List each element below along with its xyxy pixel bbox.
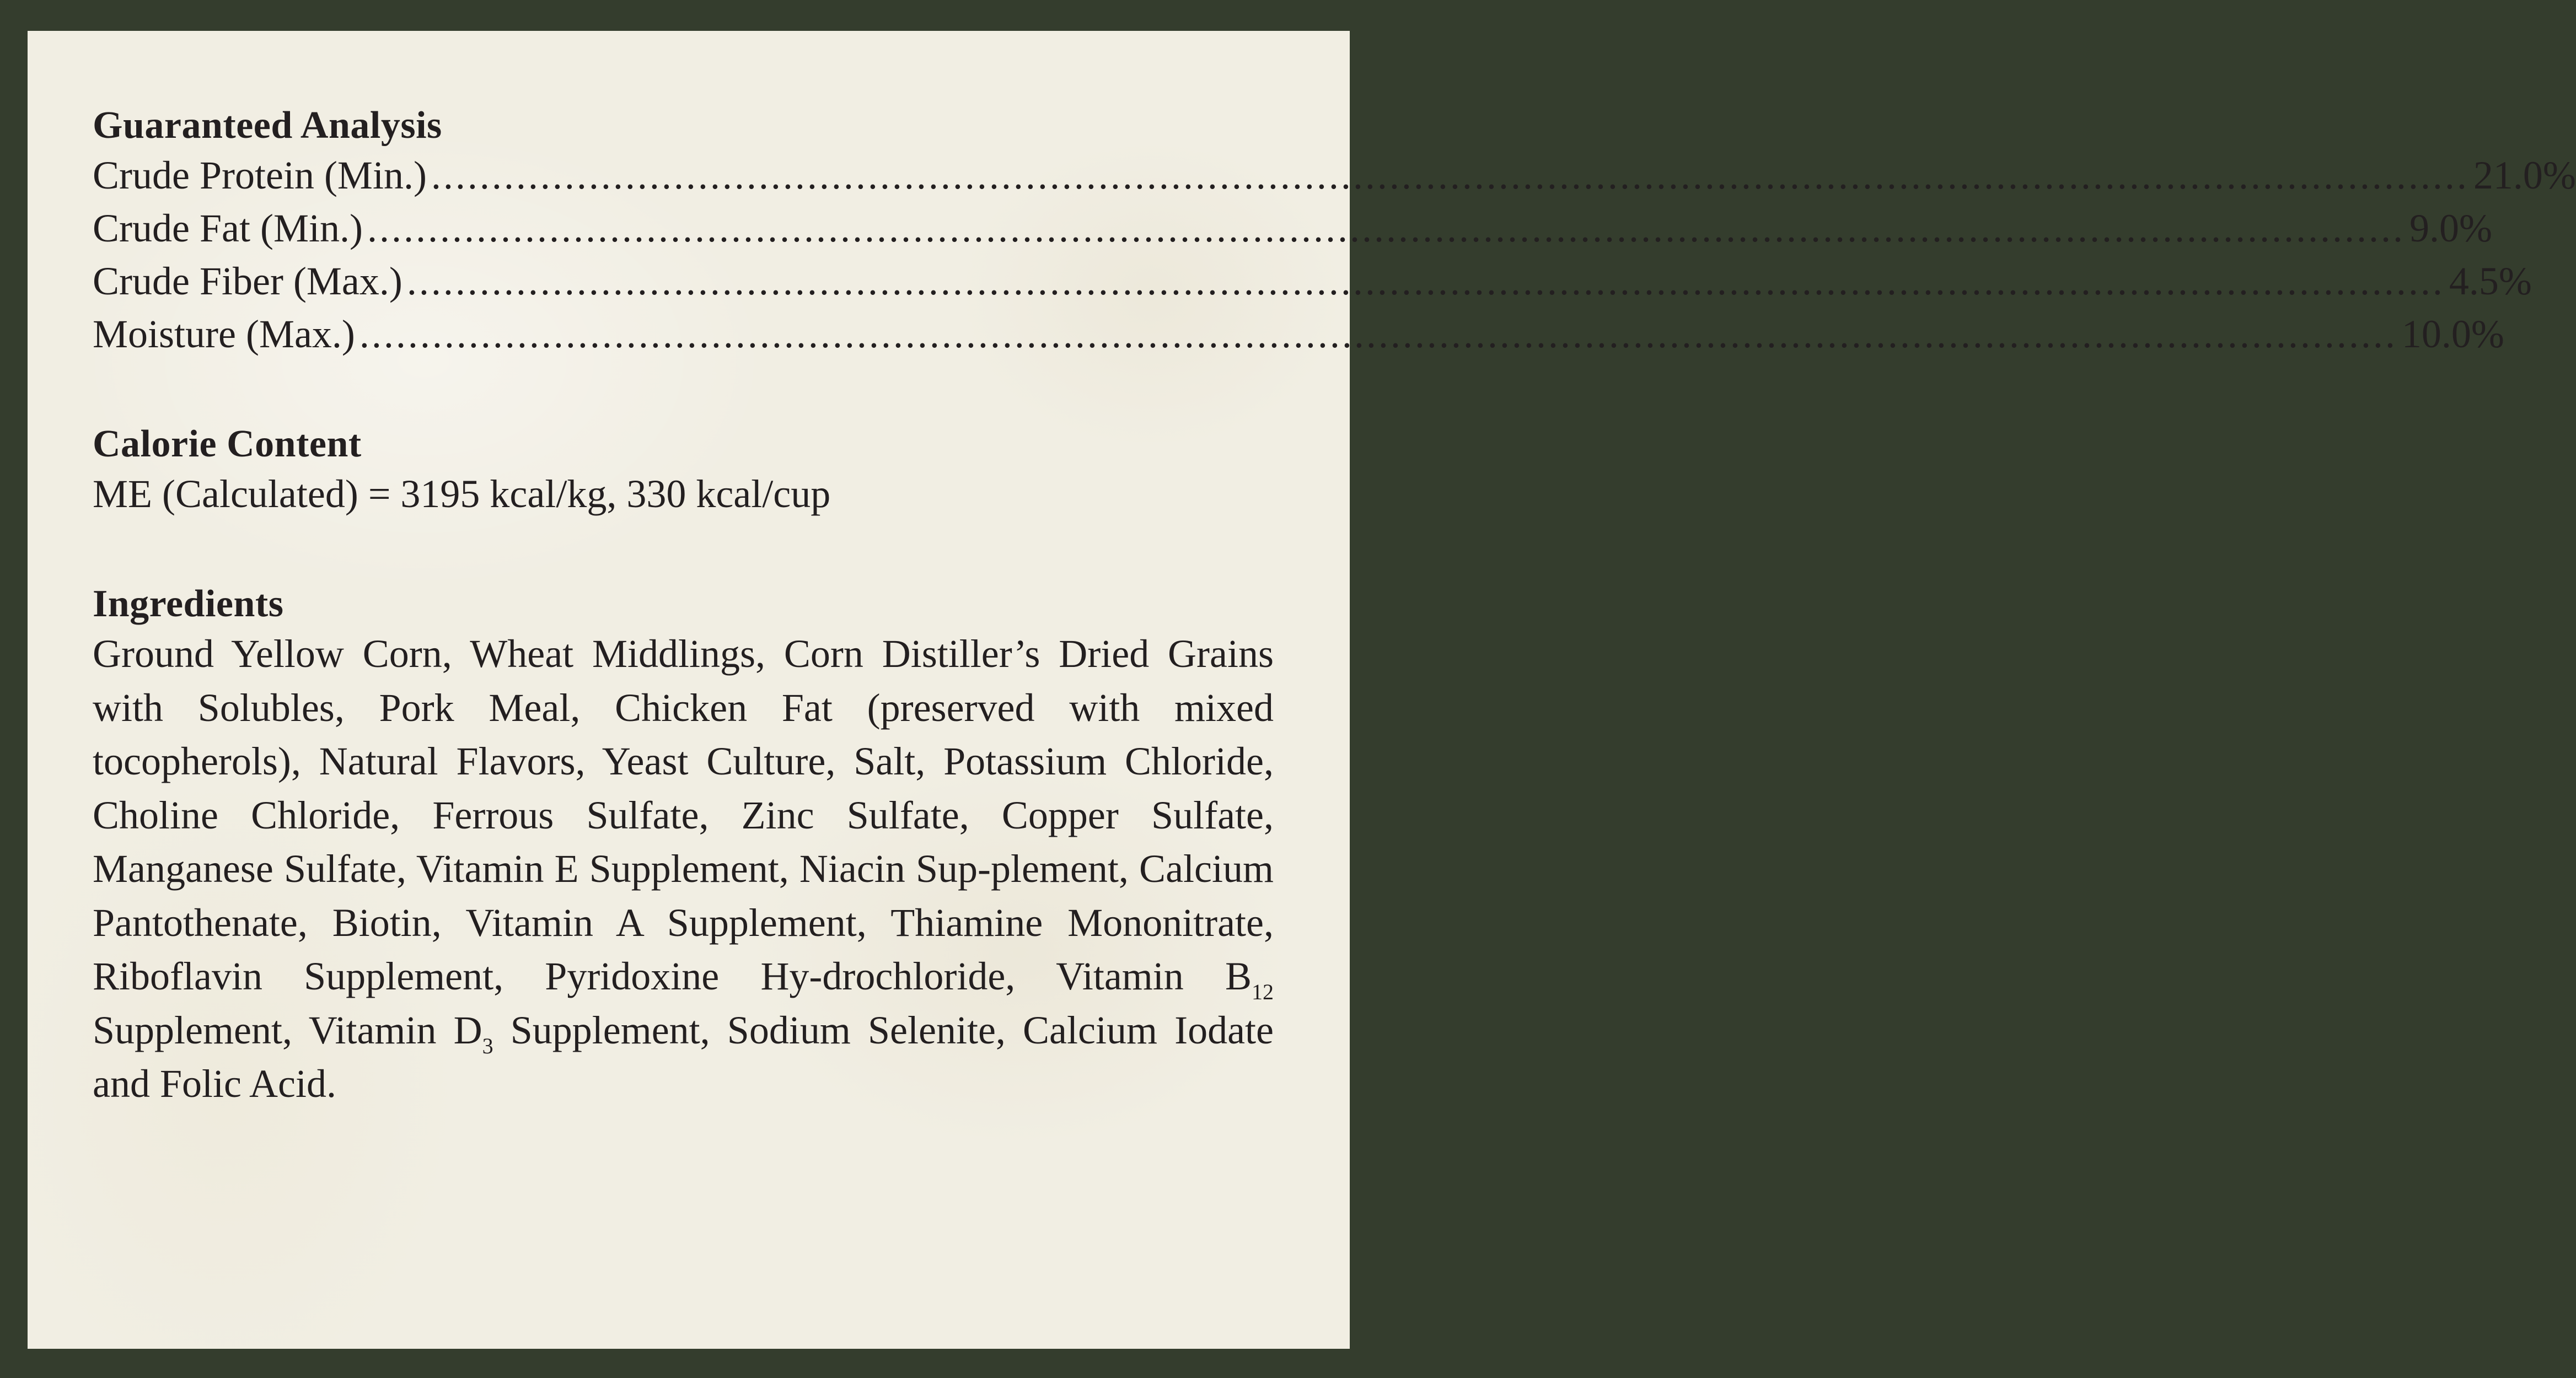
subscript-3: 3 (482, 1033, 493, 1058)
section-spacer (93, 520, 1274, 581)
label-content (93, 103, 2576, 1111)
ingredients-text-part: Supplement, Sodium Selenite, Calcium Iodate and Folic Acid. (93, 1008, 1274, 1106)
analysis-value: 9.0% (2409, 206, 2492, 250)
analysis-label: Crude Fat (Min.) (93, 206, 363, 250)
analysis-value: 4.5% (2449, 259, 2532, 303)
ingredients-text-part: Supplement, Vitamin D (93, 1008, 482, 1052)
ingredients-list (93, 627, 1274, 1111)
calorie-content-text: ME (Calculated) = 3195 kcal/kg, 330 kcal/cup (93, 472, 831, 516)
analysis-row-crude-protein (93, 149, 2576, 202)
subscript-12: 12 (1252, 979, 1274, 1004)
calorie-content-heading: Calorie Content (93, 423, 362, 465)
label-panel (28, 31, 2576, 1349)
guaranteed-analysis-heading: Guaranteed Analysis (93, 104, 442, 147)
analysis-row-crude-fiber (93, 255, 2532, 308)
ingredients-text-part: Ground Yellow Corn, Wheat Middlings, Corn Distiller’s Dried Grains with Solubles, Pork Meal, Chicken Fat (preserved with mixed tocopherols), Natural Flavors, Yeast Culture, Salt, Potassium Chloride, Choline Chloride, Ferrous Sulfate, Zinc Sulfate, Copper Sulfate, Manganese Sulfate, Vitamin E Supplement, Niacin Sup-plement, Calcium Pantothenate, Biotin, Vitamin A Supplement, Thiamine Mononitrate, Riboflavin Supplement, Pyridoxine Hy-drochloride, Vitamin B (93, 632, 1274, 998)
analysis-label: Crude Fiber (Max.) (93, 259, 402, 303)
section-spacer (93, 360, 1274, 421)
analysis-row-moisture (93, 308, 2504, 360)
analysis-label: Crude Protein (Min.) (93, 153, 427, 197)
analysis-value: 10.0% (2401, 312, 2504, 356)
dot-leader: ........................................................................................................................................................................ (367, 206, 2405, 250)
dot-leader: ........................................................................................................................................................................ (406, 259, 2445, 303)
analysis-value: 21.0% (2473, 153, 2576, 197)
dot-leader: ........................................................................................................................................................................ (431, 153, 2469, 197)
analysis-row-crude-fat (93, 202, 2492, 255)
ingredients-heading: Ingredients (93, 583, 284, 625)
analysis-label: Moisture (Max.) (93, 312, 355, 356)
dot-leader: ........................................................................................................................................................................ (359, 312, 2397, 356)
